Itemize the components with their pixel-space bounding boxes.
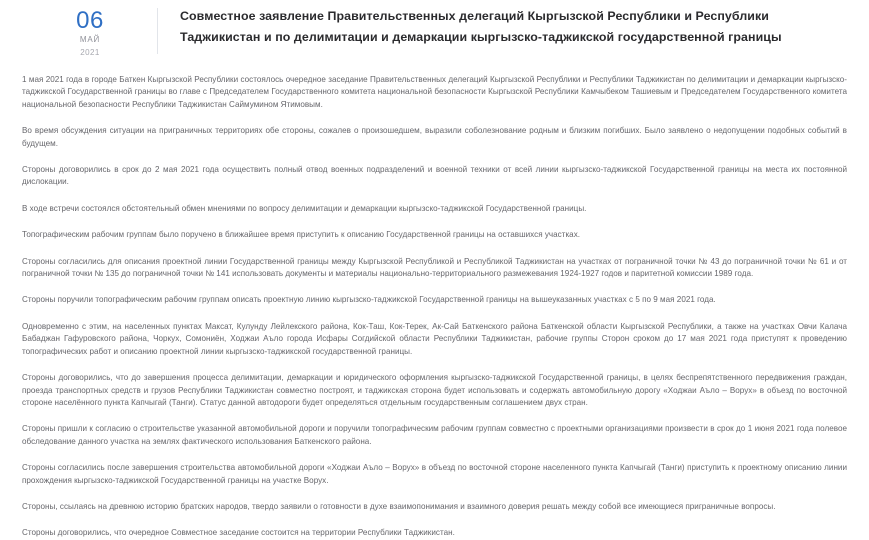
article-paragraph: В ходе встречи состоялся обстоятельный обмен мнениями по вопросу делимитации и демаркации кыргызско-таджикской Государственной границы. [22, 203, 587, 213]
article-paragraph: Стороны согласились после завершения строительства автомобильной дороги «Ходжаи Аъло – Ворух» в объезд по восточной стороне населенного пункта Капчыгай (Танги) приступить к проектному описанию линии прохождения кыргызско-таджикской Государственной границы на участке Ворух. [22, 463, 847, 485]
article-paragraph: Стороны согласились для описания проектной линии Государственной границы между Кыргызской Республикой и Республикой Таджикистан на участках от пограничной точки № 43 до пограничной точки № 61 и от пограничной точки № 135 до пограничной точки № 141 использовать документы и материалы национально-территориального размежевания 1924-1927 годов и паритетной комиссии 1989 года. [22, 256, 847, 279]
article-paragraph: Стороны поручили топографическим рабочим группам описать проектную линию кыргызско-таджикской Государственной границы на вышеуказанных участках с 5 по 9 мая 2021 года. [22, 295, 716, 305]
article-title-block [158, 6, 847, 48]
date-month: МАЙ [79, 35, 101, 44]
date-day: 06 [76, 7, 104, 34]
date-year: 2021 [80, 48, 100, 57]
article-paragraph: Стороны договорились, что до завершения процесса делимитации, демаркации и юридического оформления кыргызско-таджикской Государственной границы, в целях беспрепятственного передвижения граждан, проезда транспортных средств и грузов Республики Таджикистан совместно построят, и таджикская сторона будет использовать и содержать автомобильную дорогу «Ходжаи Аъло – Ворух» в объезд по восточной стороне населённого пункта Капчыгай (Танги). Статус данной автодороги будет определяться отдельным государственным соглашением двух стран. [22, 373, 847, 407]
article-date [22, 6, 158, 58]
article-paragraph: Во время обсуждения ситуации на приграничных территориях обе стороны, сожалев о произошедшем, выразили соболезнование родным и близким погибших. Было заявлено о недопущении подобных событий в будущем. [22, 126, 847, 148]
article-paragraph: Топографическим рабочим группам было поручено в ближайшее время приступить к описанию Государственной границы на оставшихся участках. [22, 230, 581, 240]
article-paragraph: 1 мая 2021 года в городе Баткен Кыргызской Республики состоялось очередное заседание Правительственных делегаций Кыргызской Республики и Республики Таджикистан по делимитации и демаркации кыргызско-таджикской Государственной границы во главе с Председателем Государственного комитета национальной безопасности Кыргызской Республики Камчыбеком Ташиевым и Председателем Государственного комитета национальной безопасности Республики Таджикистан Саймумином Ятимовым. [22, 75, 847, 109]
article-body [0, 58, 869, 540]
article-paragraph: Стороны, ссылаясь на древнюю историю братских народов, твердо заявили о готовности в духе взаимопонимания и взаимного доверия решать между собой все имеющиеся приграничные вопросы. [22, 501, 776, 511]
article-paragraph: Одновременно с этим, на населенных пунктах Максат, Кулунду Лейлекского района, Кок-Таш, Кок-Терек, Ак-Сай Баткенского района Баткенской области Кыргызской Республики, а также на участках Овчи Калача Бабаджан Гафуровского района, Чоркух, Сомониён, Ходжаи Аъло города Исфары Согдийской области Республики Таджикистан, рабочие группы Сторон сроком до 17 мая 2021 года приступят к проведению топографических работ и описанию проектной линии кыргызско-таджикской государственной границы. [22, 321, 847, 356]
article-paragraph: Стороны пришли к согласию о строительстве указанной автомобильной дороги и поручили топографическим рабочим группам совместно с проектными организациями произвести в срок до 1 июня 2021 года полевое обследование данного участка на землях фактического использования Баткенского района. [22, 424, 847, 446]
page-title: Совместное заявление Правительственных делегаций Кыргызской Республики и Республики Таджикистан и по делимитации и демаркации кыргызско-таджикской государственной границы [180, 9, 782, 44]
article-paragraph: Стороны договорились, что очередное Совместное заседание состоится на территории Республики Таджикистан. [22, 528, 455, 538]
article-paragraph: Стороны договорились в срок до 2 мая 2021 года осуществить полный отвод военных подразделений и военной техники от всей линии кыргызско-таджикской Государственной границы на места их постоянной дислокации. [22, 165, 847, 187]
article-header [0, 0, 869, 58]
